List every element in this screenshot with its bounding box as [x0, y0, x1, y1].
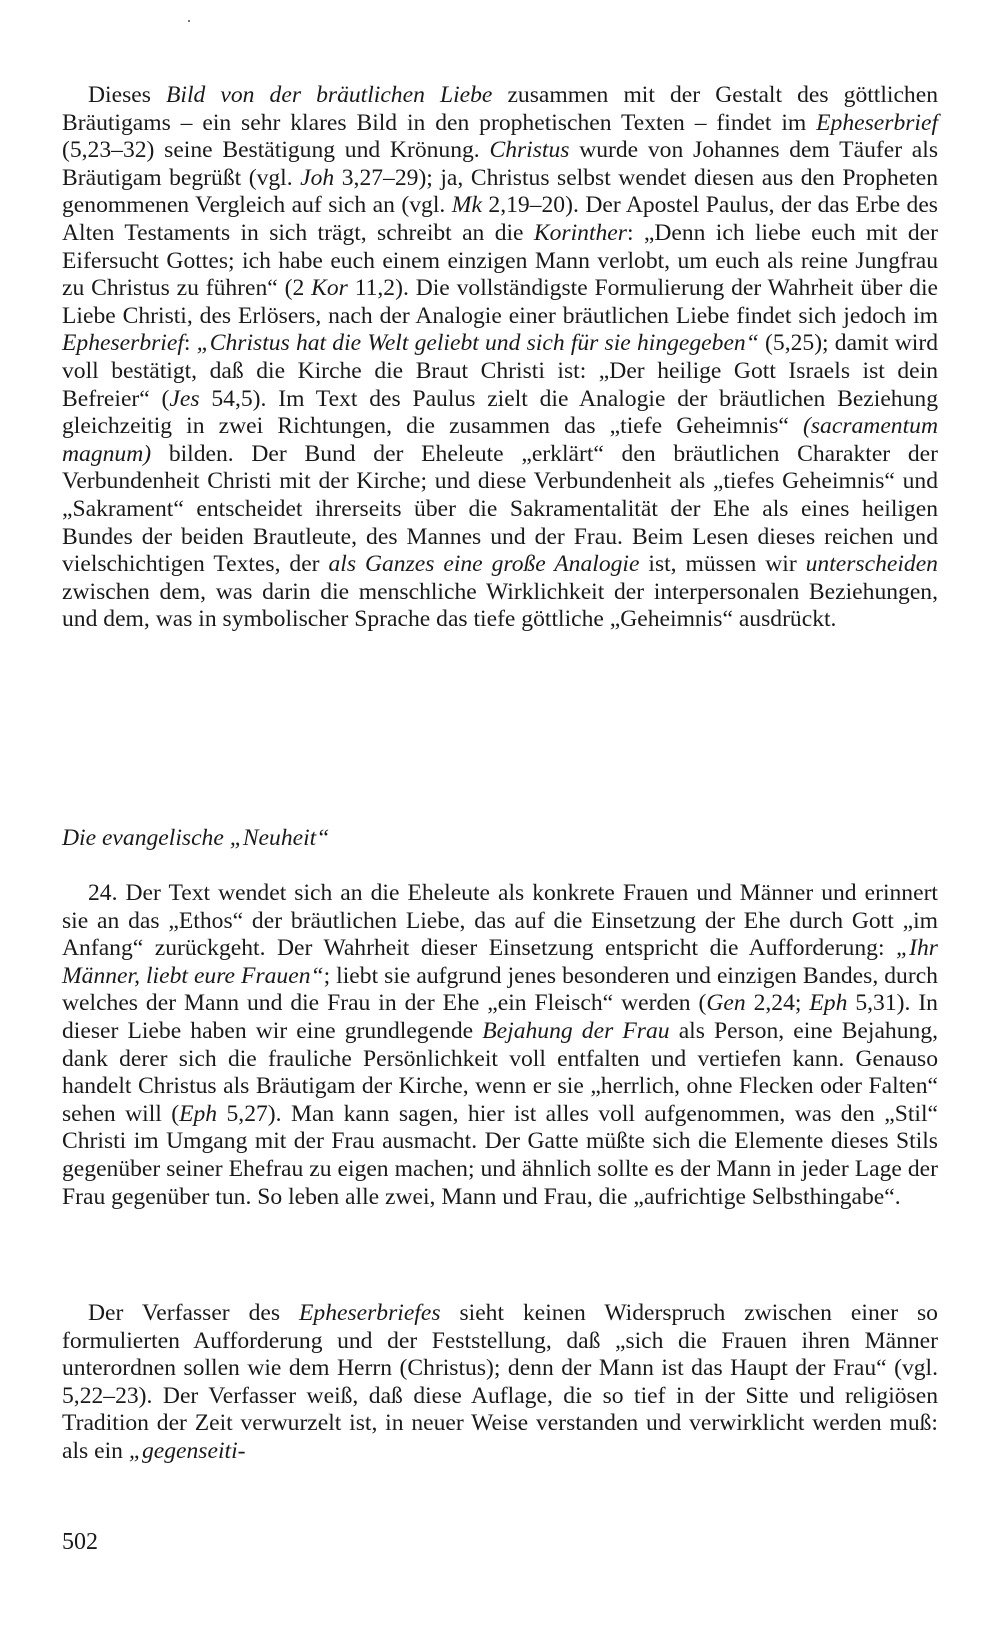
- text-segment: ; liebt sie aufgrund jenes besonderen und einzigen Bandes, durch welches der Mann und die Frau in der Ehe „ein Fleisch“ werden (: [62, 962, 938, 1017]
- italic-text-segment: Joh: [300, 164, 335, 191]
- page-number: 502: [62, 1529, 98, 1555]
- italic-text-segment: Bejahung der Frau: [482, 1017, 670, 1044]
- text-segment: (5,25); damit wird voll bestätigt, daß die Kirche die Braut Christi ist: „Der heilige Gott Israels ist dein Befreier“ (: [62, 330, 938, 412]
- text-segment: bilden. Der Bund der Eheleute „erklärt“ den bräutlichen Charakter der Verbundenheit Christi mit der Kirche; und diese Verbundenheit als „tiefes Geheimnis“ und „Sakrament“ entscheidet ihrerseits über die Sakramentalität der Ehe als eines heiligen Bundes der beiden Brautleute, des Mannes und der Frau. Beim Lesen dieses reichen und vielschichtigen Textes, der: [62, 440, 938, 578]
- text-segment: 2,24;: [745, 990, 810, 1017]
- text-segment: 2,19–20). Der Apostel Paulus, der das Erbe des Alten Testaments in sich trägt, schreibt an die: [62, 192, 938, 246]
- text-segment: 54,5). Im Text des Paulus zielt die Analogie der bräutlichen Beziehung gleichzeitig in zwei Richtungen, die zusammen das „tiefe Geheimnis“: [62, 385, 938, 440]
- italic-text-segment: Kor: [311, 275, 348, 302]
- italic-text-segment: Epheserbrief: [816, 109, 938, 136]
- italic-text-segment: Gen: [706, 990, 746, 1017]
- text-segment: :: [183, 330, 197, 357]
- italic-text-segment: Korinther: [533, 219, 627, 246]
- text-segment: als Person, eine Bejahung, dank derer sich die frauliche Persönlichkeit voll entfalten und vertiefen kann. Genauso handelt Christus als Bräutigam der Kirche, wenn er sie „herrlich, ohne Flecken oder Falten“ sehen will (: [62, 1017, 939, 1127]
- italic-text-segment: (sacramentum magnum): [62, 413, 938, 467]
- paragraph-bridal-analogy: [62, 82, 938, 634]
- italic-text-segment: „Ihr Männer, liebt eure Frauen“: [62, 935, 938, 989]
- text-segment: ist, müssen wir: [639, 551, 806, 578]
- text-segment: 5,31). In dieser Liebe haben wir eine grundlegende: [62, 990, 938, 1044]
- italic-text-segment: Bild von der bräutlichen Liebe: [166, 82, 493, 108]
- text-segment: 11,2). Die vollständigste Formulierung der Wahrheit über die Liebe Christi, des Erlösers, nach der Analogie einer bräutlichen Liebe findet sich jedoch im: [62, 275, 938, 329]
- paragraph-24: [62, 880, 938, 1211]
- text-segment: zwischen dem, was darin die menschliche Wirklichkeit der interpersonalen Beziehungen, und dem, was in symbolischer Sprache das tiefe göttliche „Geheimnis“ ausdrückt.: [62, 578, 938, 633]
- italic-text-segment: als Ganzes eine große Analogie: [328, 551, 640, 578]
- text-segment: 3,27–29); ja, Christus selbst wendet diesen aus den Propheten genommenen Vergleich auf sich an (vgl.: [62, 164, 938, 219]
- text-segment: Der Verfasser des: [88, 1300, 299, 1326]
- text-segment: 5,27). Man kann sagen, hier ist alles voll aufgenommen, was den „Stil“ Christi im Umgang mit der Frau ausmacht. Der Gatte müßte sich die Elemente dieses Stils gegenüber seiner Ehefrau zu eigen machen; und ähnlich sollte es der Mann in jeder Lage der Frau gegenüber tun. So leben alle zwei, Mann und Frau, die „aufrichtige Selbsthingabe“.: [62, 1100, 938, 1210]
- paragraph-author-ephesians: [62, 1300, 938, 1466]
- text-segment: 24. Der Text wendet sich an die Eheleute als konkrete Frauen und Männer und erinnert sie an das „Ethos“ der bräutlichen Liebe, das auf die Einsetzung der Ehe durch Gott „im Anfang“ zurückgeht. Der Wahrheit dieser Einsetzung entspricht die Aufforderung:: [62, 880, 938, 962]
- italic-text-segment: Jes: [169, 385, 200, 412]
- text-segment: wurde von Johannes dem Täufer als Bräutigam begrüßt (vgl.: [62, 137, 938, 191]
- italic-text-segment: Epheserbrief: [62, 330, 184, 357]
- italic-text-segment: Eph: [809, 990, 848, 1017]
- text-segment: (5,23–32) seine Bestätigung und Krönung.: [62, 137, 490, 164]
- text-segment: : „Denn ich liebe euch mit der Eifersucht Gottes; ich habe euch einem einzigen Mann verlobt, um euch als reine Jungfrau zu Christus zu führen“ (2: [62, 219, 938, 302]
- italic-text-segment: Christus: [489, 137, 570, 164]
- text-segment: zusammen mit der Gestalt des göttlichen Bräutigams – ein sehr klares Bild in den prophetischen Texten – findet im: [62, 82, 938, 136]
- italic-text-segment: „Christus hat die Welt geliebt und sich für sie hingegeben“: [196, 330, 759, 357]
- italic-text-segment: unterscheiden: [805, 551, 938, 578]
- text-segment: Dieses: [88, 82, 166, 108]
- text-segment: sieht keinen Widerspruch zwischen einer so formulierten Aufforderung und der Feststellung, daß „sich die Frauen ihren Männer unterordnen sollen wie dem Herrn (Christus); denn der Mann ist das Haupt der Frau“ (vgl. 5,22–23). Der Verfasser weiß, daß diese Auflage, die so tief in der Sitte und religiösen Tradition der Zeit verwurzelt ist, in neuer Weise verstanden und verwirklicht werden muß: als ein: [62, 1300, 938, 1464]
- italic-text-segment: „gegenseiti-: [128, 1437, 246, 1464]
- italic-text-segment: Mk: [451, 192, 482, 219]
- section-heading: Die evangelische „Neuheit“: [62, 825, 330, 851]
- italic-text-segment: Epheserbriefes: [298, 1300, 441, 1326]
- scan-speck: [188, 20, 190, 22]
- italic-text-segment: Eph: [179, 1100, 218, 1127]
